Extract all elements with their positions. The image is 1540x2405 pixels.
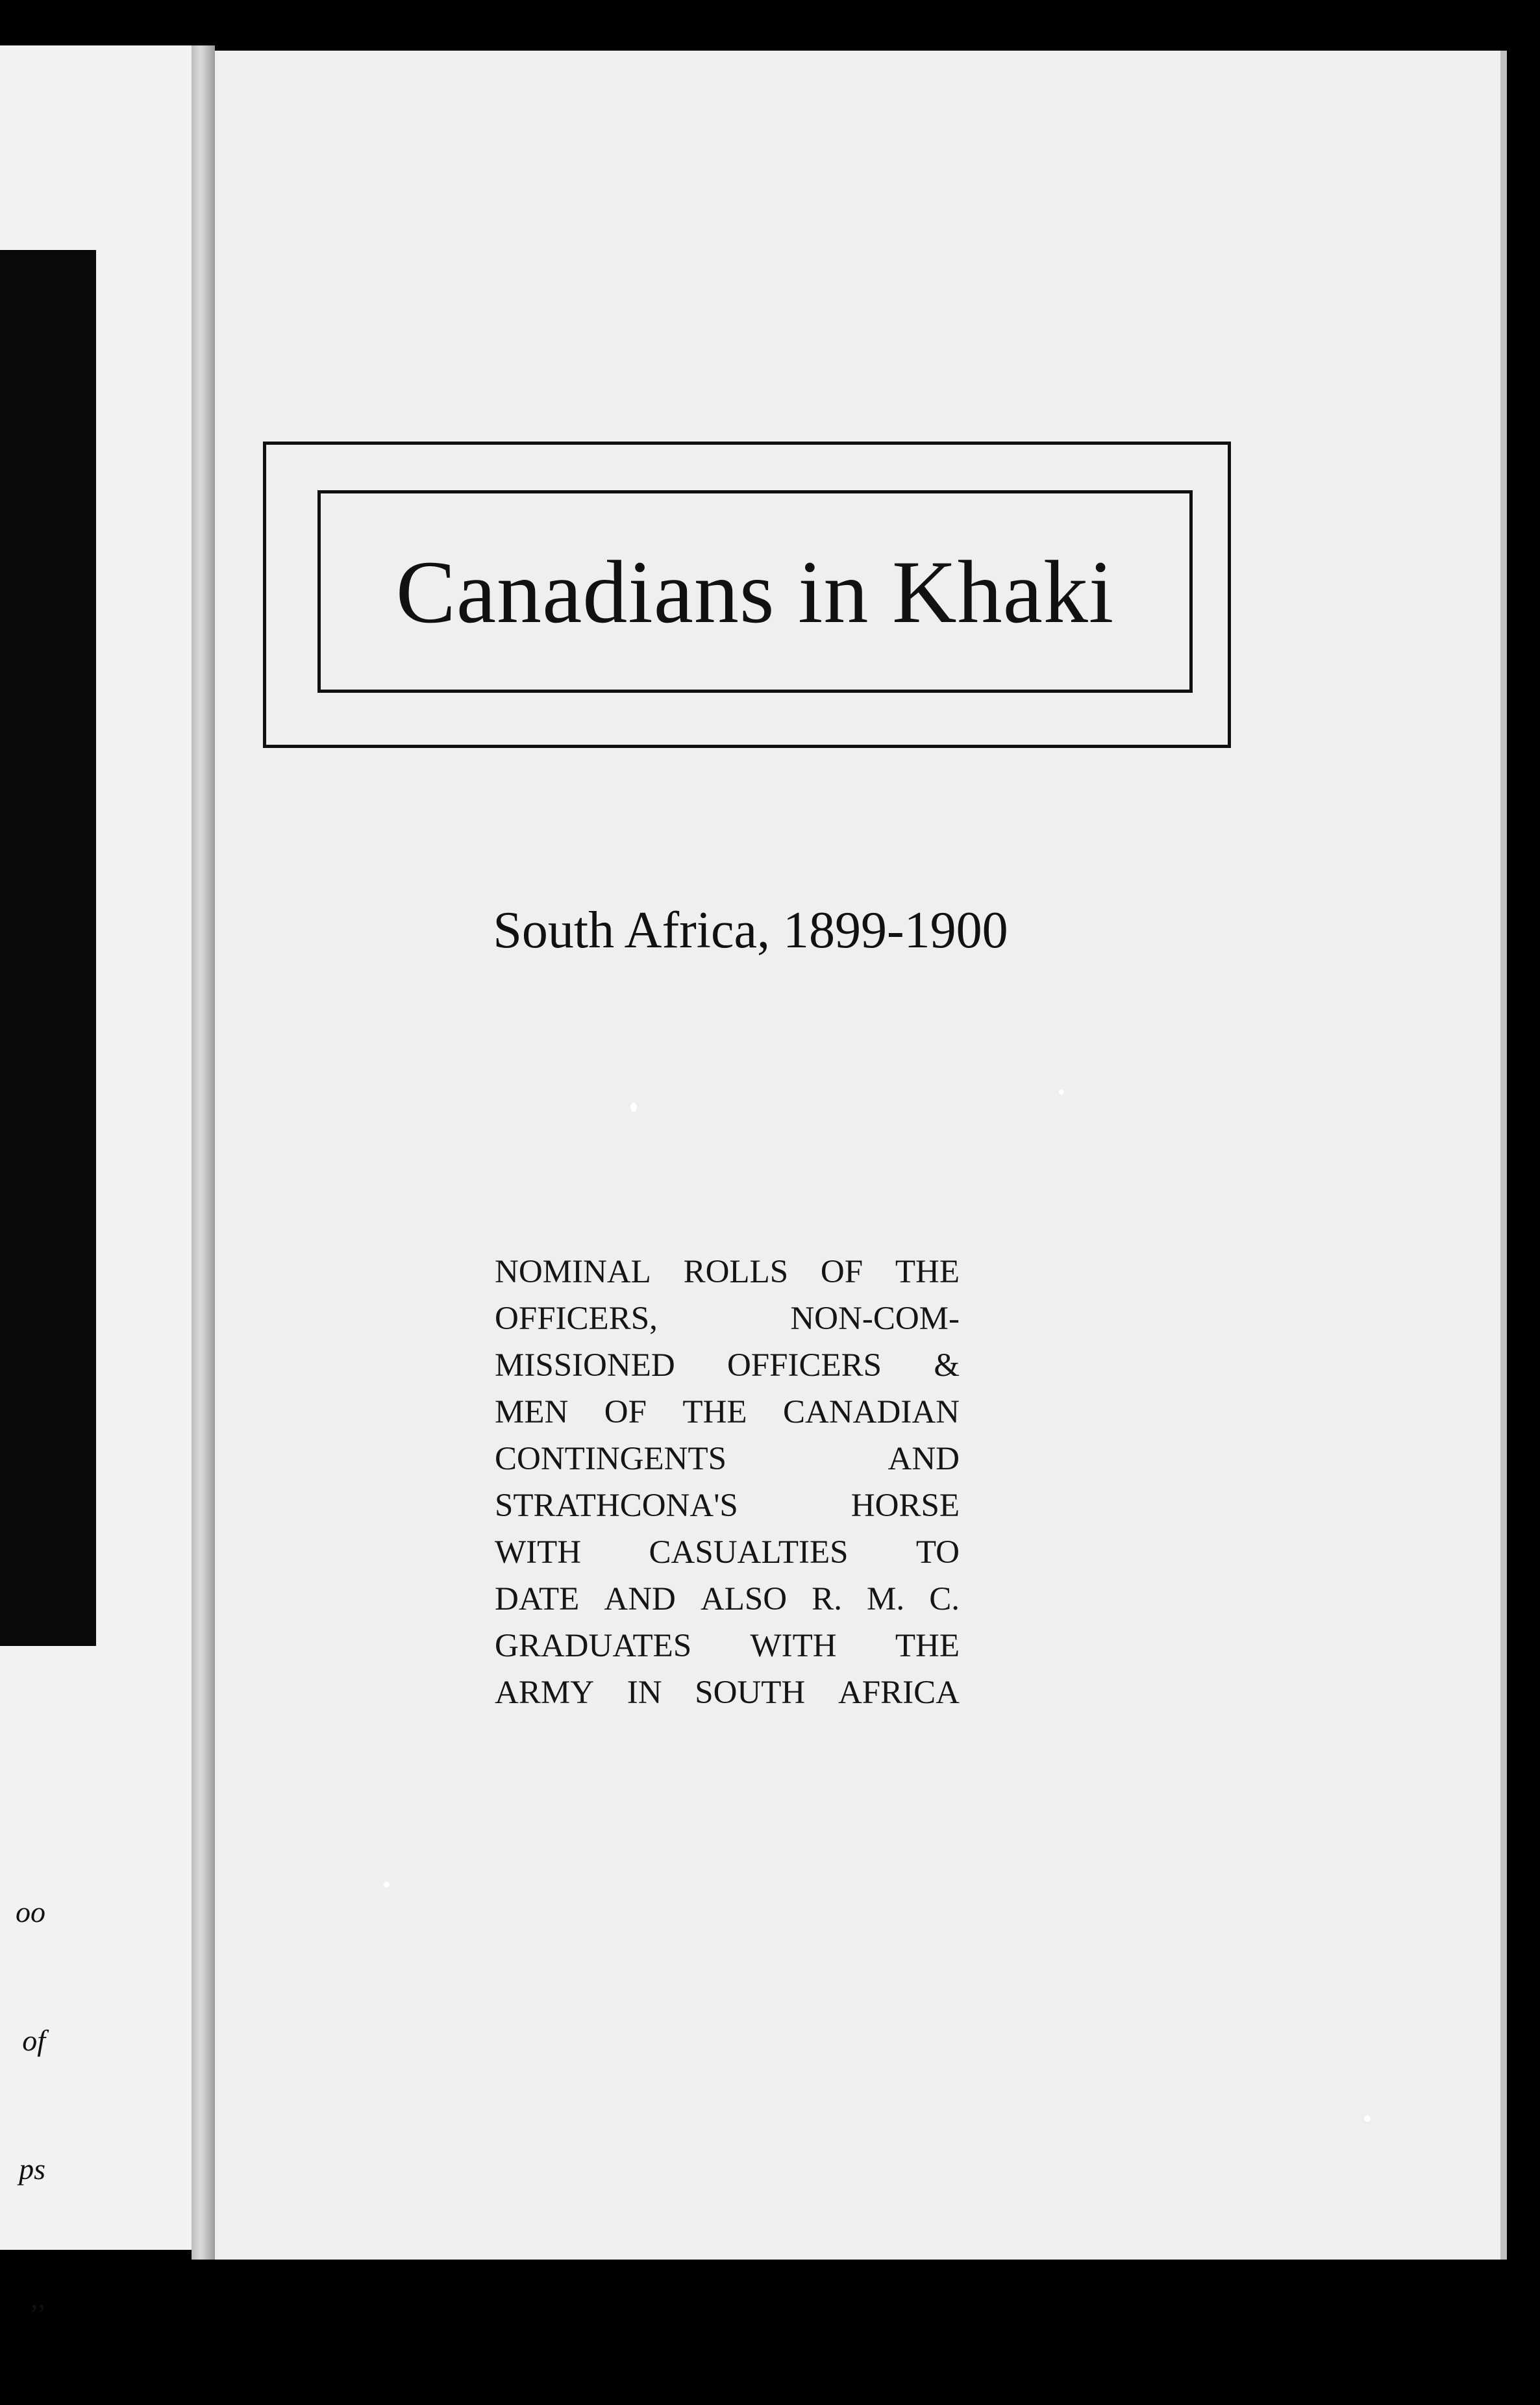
description-word: NOMINAL	[495, 1254, 651, 1290]
description-word: CASUALTIES	[649, 1534, 849, 1571]
description-word: OF	[604, 1394, 647, 1430]
description-line	[495, 1436, 960, 1482]
description-line	[495, 1623, 960, 1669]
description-word: M.	[867, 1581, 905, 1617]
description-word: DATE	[495, 1581, 580, 1617]
paper-speck	[1059, 1090, 1064, 1095]
description-word: C.	[929, 1581, 960, 1617]
description-word: THE	[895, 1628, 960, 1664]
description-word: HORSE	[851, 1488, 960, 1524]
description-word: WITH	[750, 1628, 837, 1664]
description-word: AFRICA	[838, 1675, 960, 1711]
book-title: Canadians in Khaki	[395, 542, 1115, 642]
left-page-caption-fragment	[0, 1805, 45, 2405]
description-word: R.	[812, 1581, 842, 1617]
left-facing-page	[0, 45, 204, 2314]
description-word: GRADUATES	[495, 1628, 692, 1664]
description-word: CANADIAN	[783, 1394, 960, 1430]
description-word: OF	[820, 1254, 863, 1290]
description-word: WITH	[495, 1534, 582, 1571]
book-gutter	[192, 45, 215, 2260]
book-subtitle: South Africa, 1899-1900	[493, 902, 1008, 959]
description-word: SOUTH	[695, 1675, 806, 1711]
paper-speck	[384, 1882, 390, 1888]
description-word: TO	[915, 1534, 960, 1571]
description-word: ALSO	[700, 1581, 788, 1617]
description-word: CONTINGENTS	[495, 1441, 727, 1477]
caption-fragment: ps	[19, 2152, 45, 2186]
description-line	[495, 1342, 960, 1389]
description-line	[495, 1295, 960, 1342]
title-outer-frame	[263, 442, 1231, 748]
description-word: IN	[627, 1675, 662, 1711]
description-word: AND	[604, 1581, 676, 1617]
description-line	[495, 1389, 960, 1436]
description-line	[495, 1669, 960, 1716]
description-word: AND	[888, 1441, 960, 1477]
frontispiece-plate-edge	[0, 250, 96, 1646]
paper-speck	[630, 1103, 637, 1112]
description-line	[495, 1529, 960, 1576]
description-word: NON-COM-	[790, 1301, 960, 1337]
book-description	[495, 1249, 960, 1716]
description-word: THE	[895, 1254, 960, 1290]
description-word: ROLLS	[683, 1254, 789, 1290]
paper-speck	[1364, 2115, 1371, 2122]
description-word: MEN	[495, 1394, 569, 1430]
description-line	[495, 1482, 960, 1529]
title-page	[215, 51, 1507, 2260]
description-word: MISSIONED	[495, 1347, 675, 1384]
description-line	[495, 1249, 960, 1295]
caption-fragment: of	[22, 2024, 45, 2057]
description-word: STRATHCONA'S	[495, 1488, 738, 1524]
title-inner-frame	[317, 490, 1193, 693]
description-word: ARMY	[495, 1675, 595, 1711]
description-word: OFFICERS,	[495, 1301, 658, 1337]
caption-fragment: oo	[16, 1895, 45, 1928]
description-word: &	[934, 1347, 960, 1384]
caption-fragment: ,,	[31, 2281, 45, 2314]
description-line	[495, 1576, 960, 1623]
description-word: THE	[682, 1394, 747, 1430]
description-word: OFFICERS	[727, 1347, 882, 1384]
